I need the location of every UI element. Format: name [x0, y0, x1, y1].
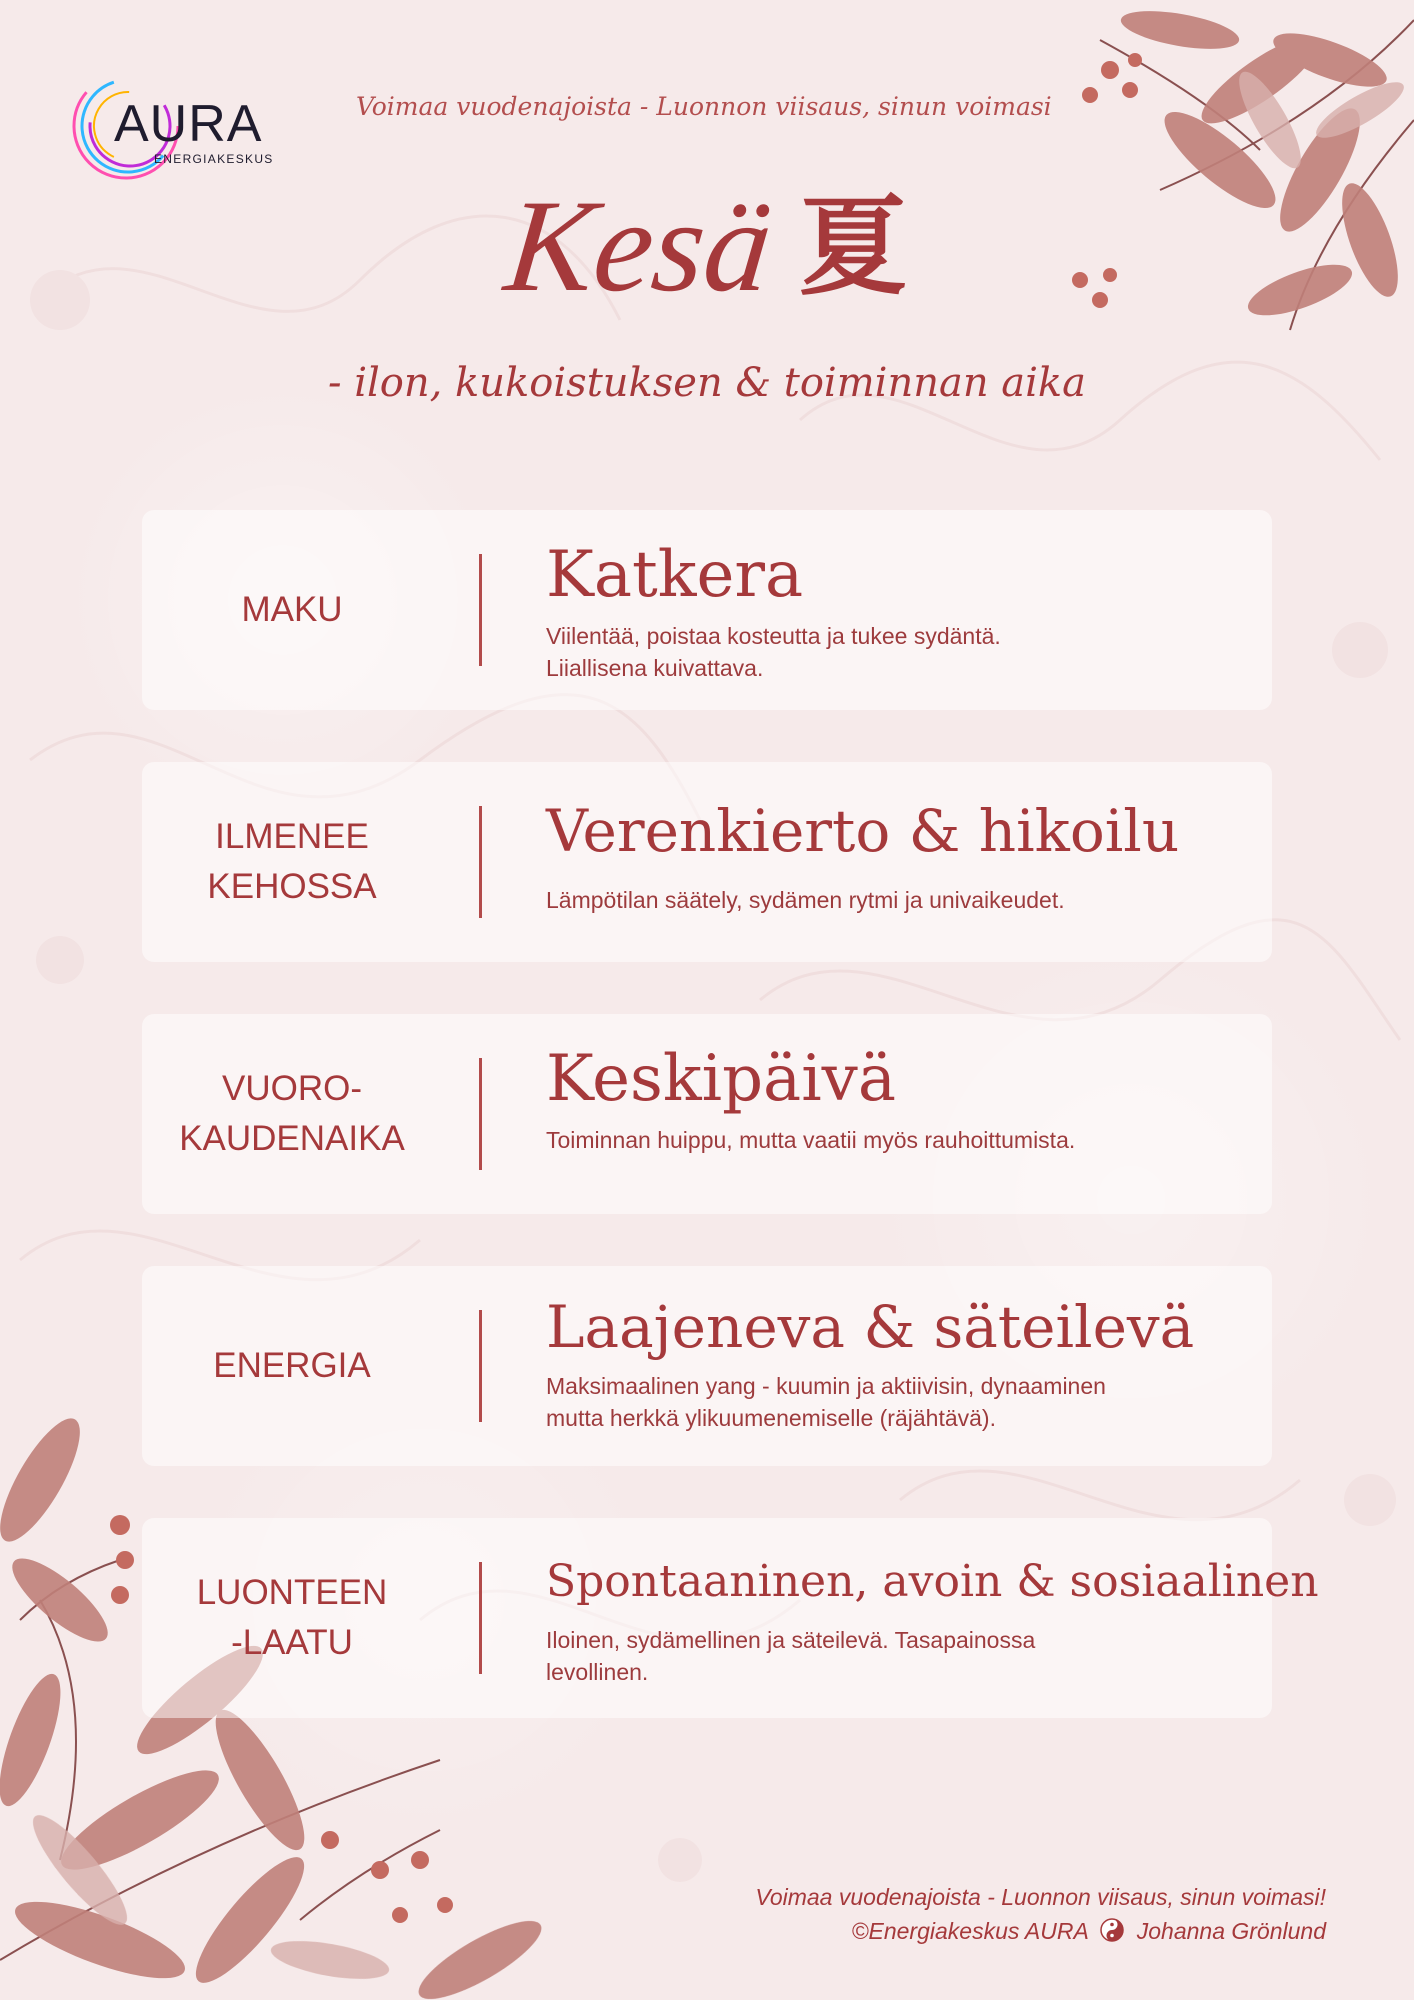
card-label: MAKU: [241, 590, 343, 629]
card-energia: [142, 1266, 1272, 1466]
card-label: LUONTEEN -LAATU: [196, 1573, 388, 1662]
card-label: ENERGIA: [213, 1346, 371, 1385]
card-heading: Katkera: [546, 538, 804, 612]
card-description: Viilentää, poistaa kosteutta ja tukee sydäntä. Liiallisena kuivattava.: [546, 623, 1001, 682]
card-divider: [479, 1058, 482, 1170]
footer-tagline: Voimaa vuodenajoista - Luonnon viisaus, sinun voimasi!: [755, 1884, 1326, 1910]
card-label: VUORO- KAUDENAIKA: [179, 1069, 405, 1158]
card-heading: Verenkierto & hikoilu: [546, 797, 1180, 865]
card-divider: [479, 1562, 482, 1674]
card-heading: Keskipäivä: [546, 1042, 896, 1116]
footer-company: ©Energiakeskus AURA: [851, 1918, 1088, 1944]
card-maku: [142, 510, 1272, 710]
card-heading: Laajeneva & säteilevä: [546, 1293, 1195, 1361]
card-vuorokaudenaika: [142, 1014, 1272, 1214]
card-label: ILMENEE KEHOSSA: [207, 817, 377, 906]
footer-copyright: [755, 1914, 1326, 1948]
footer-author: Johanna Grönlund: [1136, 1918, 1326, 1944]
logo-word: AURA: [114, 95, 263, 153]
footer: [755, 1880, 1326, 1948]
card-description: Toiminnan huippu, mutta vaatii myös rauhoittumista.: [546, 1127, 1076, 1154]
card-luonteenlaatu: [142, 1518, 1319, 1718]
page-subtitle: - ilon, kukoistuksen & toiminnan aika: [327, 360, 1087, 406]
card-description: Lämpötilan säätely, sydämen rytmi ja univaikeudet.: [546, 886, 1065, 913]
card-description: Maksimaalinen yang - kuumin ja aktiivisin, dynaaminen mutta herkkä ylikuumenemiselle (räjähtävä).: [546, 1372, 1106, 1431]
title-text: Kesä: [499, 172, 779, 319]
card-heading: Spontaaninen, avoin & sosiaalinen: [546, 1556, 1319, 1607]
title-kanji: 夏: [798, 185, 907, 310]
card-divider: [479, 806, 482, 918]
logo-subtitle: ENERGIAKESKUS: [154, 152, 274, 166]
yin-yang-icon: [1100, 1918, 1124, 1942]
top-tagline: Voimaa vuodenajoista - Luonnon viisaus, sinun voimasi: [356, 92, 1052, 121]
card-divider: [479, 554, 482, 666]
card-ilmenee-kehossa: [142, 762, 1272, 962]
card-divider: [479, 1310, 482, 1422]
page-title: [0, 172, 1414, 319]
card-description: Iloinen, sydämellinen ja säteilevä. Tasapainossa levollinen.: [546, 1627, 1036, 1686]
aura-logo: [62, 60, 282, 190]
